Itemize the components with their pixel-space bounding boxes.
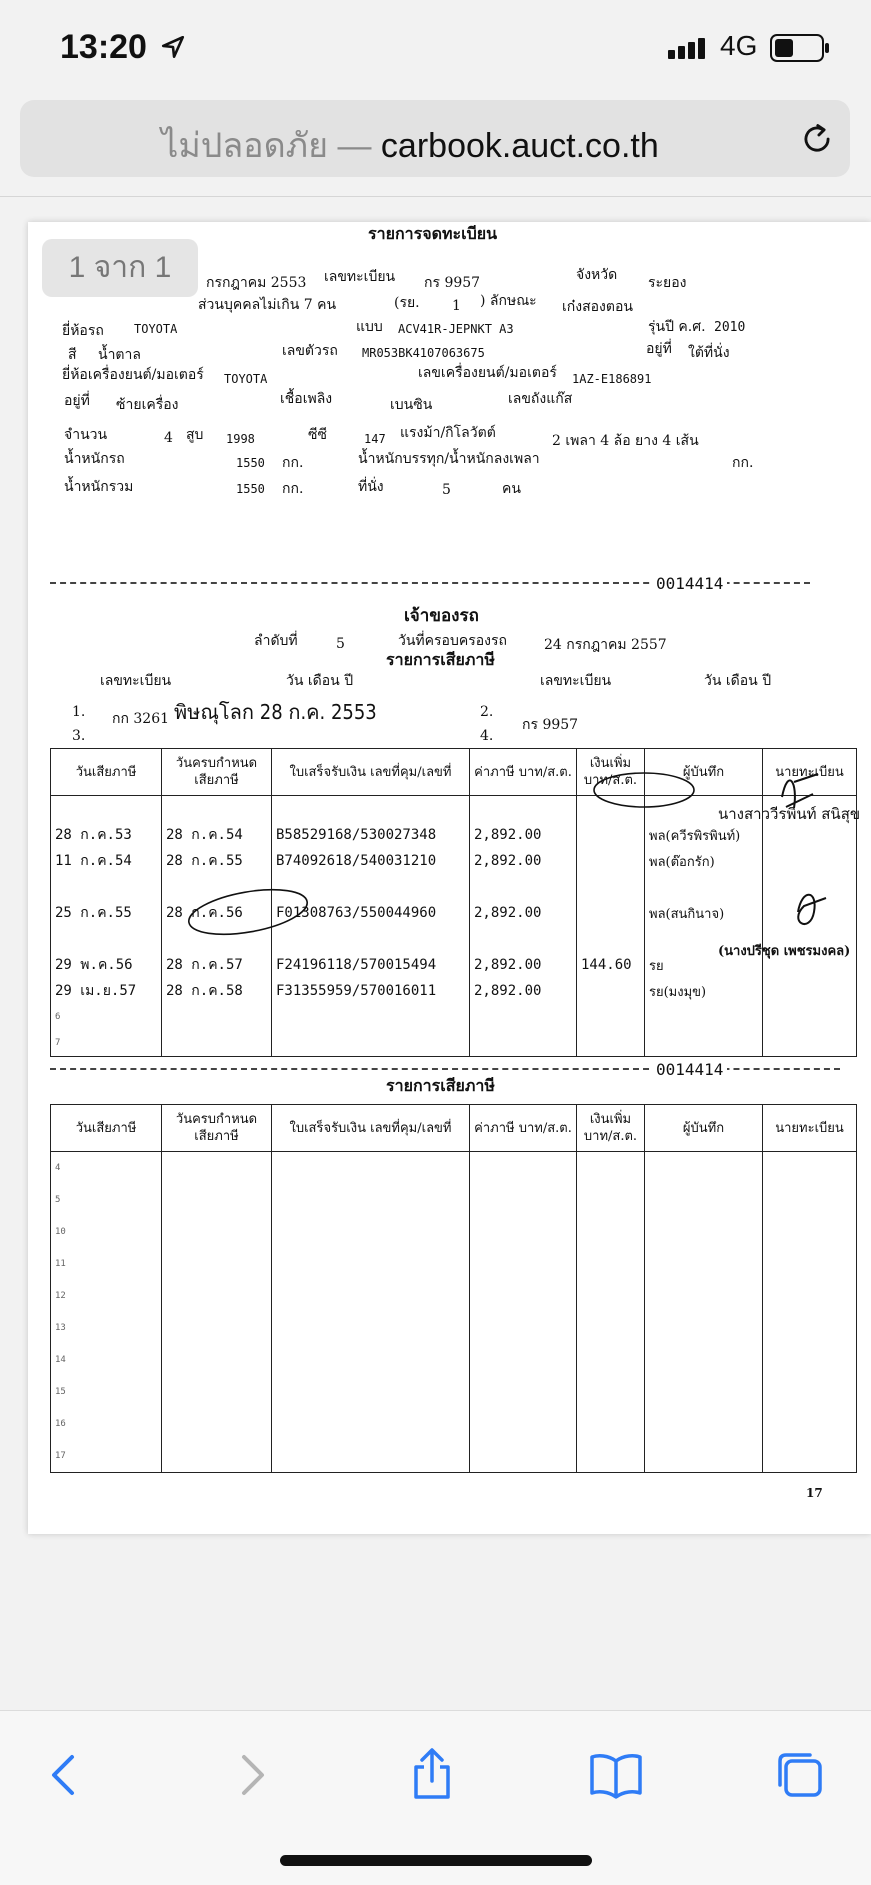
chassis-value: MR053BK4107063675 [362, 346, 485, 360]
gross-label: น้ำหนักรวม [64, 479, 134, 495]
fuel-label: เชื้อเพลิง [280, 391, 333, 407]
owner-seq-label: ลำดับที่ [254, 633, 298, 649]
prev-handwritten-1: พิษณุโลก 28 ก.ค. 2553 [174, 700, 377, 724]
table-row [51, 1280, 857, 1312]
page-indicator: 1 จาก 1 [42, 239, 198, 297]
tax-table-2 [50, 1104, 857, 1473]
cell-recorder: พล(สนกินาจ) [645, 900, 763, 926]
cell-tax: 2,892.00 [470, 952, 577, 978]
cell-due: 28 ก.ค.54 [162, 822, 272, 848]
cc-label: ซีซี [308, 427, 328, 443]
cell-recorder: พล(ต๊อกรัก) [645, 848, 763, 874]
tank-label: เลขถังแก๊ส [508, 391, 573, 407]
col-paid: วันเสียภาษี [51, 749, 162, 796]
table-row [51, 1408, 857, 1440]
owner-seq-value: 5 [336, 636, 345, 652]
forward-icon[interactable] [222, 1747, 278, 1803]
status-time: 13:20 [60, 28, 147, 66]
seats-label: ที่นั่ง [358, 479, 384, 495]
reload-icon[interactable] [798, 120, 836, 158]
prev-plate-header: เลขทะเบียน [100, 673, 172, 689]
table-row [51, 1152, 857, 1185]
registrar-stamp: (นางปรีชุด เพชรมงคล) [718, 944, 851, 959]
prev-num-2: 2. [480, 704, 494, 720]
battery-icon [770, 34, 824, 62]
weight-unit: กก. [282, 455, 304, 471]
table-header-row [51, 1105, 857, 1152]
rs-value: 1 [452, 298, 461, 314]
cell-tax: 2,892.00 [470, 822, 577, 848]
owner-date-label: วันที่ครอบครองรถ [398, 633, 507, 649]
style-value: เก๋งสองตอน [562, 299, 633, 315]
chassis-label: เลขตัวรถ [282, 343, 338, 359]
brand-value: TOYOTA [134, 322, 178, 336]
status-bar [0, 0, 871, 96]
row-number: 12 [51, 1280, 162, 1312]
row-number: 7 [51, 1030, 162, 1057]
hp-value: 147 [364, 432, 386, 446]
color-label: สี [68, 347, 77, 363]
owner-date-value: 24 กรกฎาคม 2557 [544, 637, 667, 653]
divider [0, 196, 871, 197]
cell-surcharge: 144.60 [577, 952, 645, 978]
engine-loc-label: อยู่ที่ [64, 393, 90, 409]
table-row [51, 1440, 857, 1473]
cell-due: 28 ก.ค.55 [162, 848, 272, 874]
row-number: 5 [51, 1184, 162, 1216]
chassis-loc-label: อยู่ที่ [646, 341, 672, 357]
weight-value: 1550 [236, 456, 265, 470]
cell-tax: 2,892.00 [470, 978, 577, 1004]
seats-value: 5 [442, 482, 451, 498]
row-number: 17 [51, 1440, 162, 1473]
prev-plate-1: กก 3261 [112, 711, 170, 727]
year-label: รุ่นปี ค.ศ. [648, 319, 706, 335]
province-label: จังหวัด [576, 267, 618, 283]
fuel-value: เบนซิน [390, 397, 433, 413]
not-secure-label: ไม่ปลอดภัย — [161, 127, 372, 165]
address-bar[interactable] [20, 100, 850, 177]
location-arrow-icon [160, 34, 186, 60]
col-surcharge: เงินเพิ่ม บาท/ส.ต. [577, 1105, 645, 1152]
prev-date-header: วัน เดือน ปี [286, 673, 354, 689]
prev-num-1: 1. [72, 704, 86, 720]
row-number: 16 [51, 1408, 162, 1440]
table-row [51, 1376, 857, 1408]
cell-paid: 29 เม.ย.57 [51, 978, 162, 1004]
cell-recorder: พล(ควีรพิรพินท์) [645, 822, 763, 848]
cell-due: 28 ก.ค.56 [162, 900, 272, 926]
bottom-toolbar [0, 1710, 871, 1885]
cell-due: 28 ก.ค.58 [162, 978, 272, 1004]
serial-number: 0014414 [652, 574, 727, 593]
row-number: 15 [51, 1376, 162, 1408]
table-row [51, 1248, 857, 1280]
url-text[interactable] [20, 118, 800, 172]
plate-label: เลขทะเบียน [324, 269, 396, 285]
plate-value: กร 9957 [424, 275, 481, 291]
cell-paid: 11 ก.ค.54 [51, 848, 162, 874]
style-label: ) ลักษณะ [480, 293, 537, 309]
row-number: 4 [51, 1152, 162, 1185]
tabs-icon[interactable] [772, 1747, 828, 1803]
row-number: 10 [51, 1216, 162, 1248]
model-value: ACV41R-JEPNKT A3 [398, 322, 514, 336]
circle-mark-surcharge [594, 773, 694, 807]
col-recorder: ผู้บันทึก [645, 1105, 763, 1152]
gross-value: 1550 [236, 482, 265, 496]
table-row [51, 1184, 857, 1216]
cell-due: 28 ก.ค.57 [162, 952, 272, 978]
province-value: ระยอง [648, 275, 687, 291]
cylinder-label: จำนวน [64, 427, 108, 443]
vehicle-type: ส่วนบุคคลไม่เกิน 7 คน [198, 297, 337, 313]
model-label: แบบ [356, 319, 383, 335]
circle-mark-due-date [185, 882, 310, 942]
load-label: น้ำหนักบรรทุก/น้ำหนักลงเพลา [358, 451, 540, 467]
signal-icon [668, 38, 708, 59]
engine-no-label: เลขเครื่องยนต์/มอเตอร์ [418, 365, 557, 381]
cylinder-value: 4 [164, 430, 173, 446]
col-registrar: นายทะเบียน [763, 749, 857, 796]
cell-receipt: F01308763/550044960 [272, 900, 470, 926]
load-unit: กก. [732, 455, 754, 471]
cell-receipt: F31355959/570016011 [272, 978, 470, 1004]
prev-plate-header-2: เลขทะเบียน [540, 673, 612, 689]
col-surcharge: เงินเพิ่ม บาท/ส.ต. [577, 749, 645, 796]
prev-plate-2: กร 9957 [522, 717, 579, 733]
share-icon[interactable] [404, 1747, 460, 1803]
rs-label: (รย. [394, 295, 420, 311]
cell-paid: 25 ก.ค.55 [51, 900, 162, 926]
hp-label: แรงม้า/กิโลวัตต์ [400, 425, 496, 441]
col-due: วันครบกำหนดเสียภาษี [162, 749, 272, 796]
row-number: 11 [51, 1248, 162, 1280]
col-receipt: ใบเสร็จรับเงิน เลขที่คุม/เลขที่ [272, 749, 470, 796]
engine-loc-value: ซ้ายเครื่อง [116, 397, 179, 413]
weight-label: น้ำหนักรถ [64, 451, 125, 467]
col-tax: ค่าภาษี บาท/ส.ต. [470, 1105, 577, 1152]
engine-brand-value: TOYOTA [224, 372, 268, 386]
engine-no-value: 1AZ-E186891 [572, 372, 652, 386]
network-type: 4G [720, 30, 758, 61]
year-value: 2010 [714, 320, 746, 335]
signature-mark-2 [798, 895, 826, 924]
brand-label: ยี่ห้อรถ [62, 323, 104, 339]
cell-recorder: รย(มงมุข) [645, 978, 763, 1004]
chassis-loc-value: ใต้ที่นั่ง [688, 345, 730, 361]
col-recorder: ผู้บันทึก [645, 749, 763, 796]
seats-unit: คน [502, 481, 521, 497]
cylinder-unit: สูบ [186, 427, 204, 443]
handwritten-signature: นางสาววีรพินท์ สนิสุข [718, 805, 861, 823]
reg-date: กรกฎาคม 2553 [206, 275, 307, 291]
cell-paid: 29 พ.ค.56 [51, 952, 162, 978]
axles-value: 2 เพลา 4 ล้อ ยาง 4 เส้น [552, 433, 699, 449]
tax-title: รายการเสียภาษี [386, 650, 495, 669]
table-row [51, 1312, 857, 1344]
engine-brand-label: ยี่ห้อเครื่องยนต์/มอเตอร์ [62, 367, 204, 383]
cell-receipt: B74092618/540031210 [272, 848, 470, 874]
col-registrar: นายทะเบียน [763, 1105, 857, 1152]
col-receipt: ใบเสร็จรับเงิน เลขที่คุม/เลขที่ [272, 1105, 470, 1152]
cell-receipt: F24196118/570015494 [272, 952, 470, 978]
gross-unit: กก. [282, 481, 304, 497]
row-number: 6 [51, 1004, 162, 1030]
prev-num-4: 4. [480, 728, 494, 744]
col-tax: ค่าภาษี บาท/ส.ต. [470, 749, 577, 796]
home-indicator [280, 1855, 592, 1866]
owner-title: เจ้าของรถ [404, 606, 479, 626]
prev-date-header-2: วัน เดือน ปี [704, 673, 772, 689]
cell-tax: 2,892.00 [470, 848, 577, 874]
prev-num-3: 3. [72, 728, 86, 744]
bookmarks-icon[interactable] [588, 1747, 644, 1803]
table-row [51, 1344, 857, 1376]
cell-receipt: B58529168/530027348 [272, 822, 470, 848]
registration-title: รายการจดทะเบียน [368, 224, 498, 243]
cell-tax: 2,892.00 [470, 900, 577, 926]
color-value: น้ำตาล [98, 347, 141, 363]
cc-value: 1998 [226, 432, 255, 446]
row-number: 13 [51, 1312, 162, 1344]
page-number: 17 [806, 1486, 823, 1500]
domain-label: carbook.auct.co.th [380, 127, 659, 165]
col-due: วันครบกำหนดเสียภาษี [162, 1105, 272, 1152]
tax-title-2: รายการเสียภาษี [386, 1076, 495, 1095]
cell-recorder: รย [645, 952, 763, 978]
table-row [51, 1216, 857, 1248]
back-icon[interactable] [38, 1747, 94, 1803]
row-number: 14 [51, 1344, 162, 1376]
cell-paid: 28 ก.ค.53 [51, 822, 162, 848]
document-page[interactable] [28, 222, 871, 1534]
col-paid: วันเสียภาษี [51, 1105, 162, 1152]
serial-number-2: 0014414 [652, 1060, 727, 1079]
